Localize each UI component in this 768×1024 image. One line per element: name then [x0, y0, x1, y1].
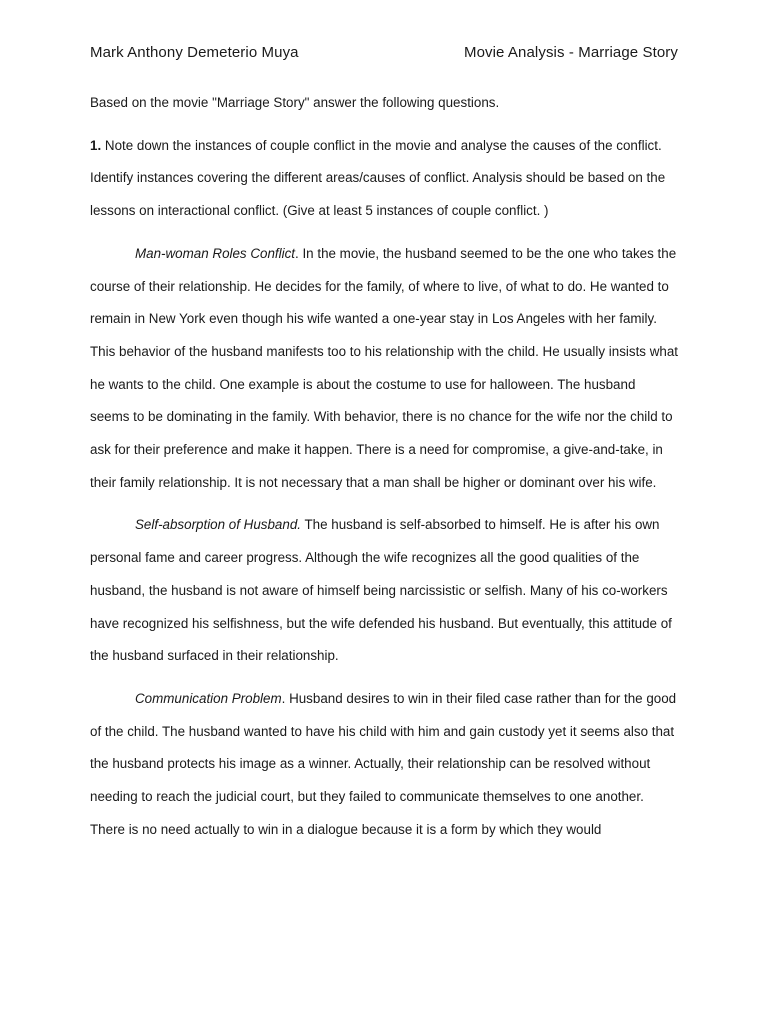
intro-text: Based on the movie "Marriage Story" answer the following questions.	[90, 95, 500, 110]
document-body	[90, 87, 678, 856]
paragraph-heading: Self-absorption of Husband.	[135, 517, 301, 533]
page-header	[90, 44, 678, 66]
question-number: 1.	[90, 137, 102, 153]
author-name: Mark Anthony Demeterio Muya	[90, 44, 299, 61]
paragraph-heading: Communication Problem	[135, 690, 282, 706]
paragraph-man-woman-roles	[90, 238, 678, 500]
paragraph-heading: Man-woman Roles Conflict	[135, 245, 296, 261]
question-text: Note down the instances of couple conflict in the movie and analyse the causes of the conflict. Identify instances covering the different areas/causes of conflict. Analysis should be based on the lessons on interactional conflict. (Give at least 5 instances of couple conflict. )	[90, 137, 666, 219]
document-title: Movie Analysis - Marriage Story	[463, 44, 678, 61]
paragraph-text: . Husband desires to win in their filed case rather than for the good of the child. The husband wanted to have his child with him and gain custody yet it seems also that the husband protects his image as a winner. Actually, their relationship can be resolved without needing to reach the judicial court, but they failed to communicate themselves to one another. There is no need actually to win in a dialogue because it is a form by which they would	[90, 690, 677, 837]
paragraph-text: The husband is self-absorbed to himself. He is after his own personal fame and career progress. Although the wife recognizes all the good qualities of the husband, the husband is not aware of himself being narcissistic or selfish. Many of his co-workers have recognized his selfishness, but the wife defended his husband. But eventually, this attitude of the husband surfaced in their relationship.	[90, 517, 672, 664]
question-1	[90, 130, 678, 228]
paragraph-communication-problem	[90, 683, 678, 847]
paragraph-self-absorption	[90, 509, 678, 673]
paragraph-text: . In the movie, the husband seemed to be the one who takes the course of their relationship. He decides for the family, of where to live, of what to do. He wanted to remain in New York even though his wife wanted a one-year stay in Los Angeles with her family. This behavior of the husband manifests too to his relationship with the child. He usually insists what he wants to the child. One example is about the costume to use for halloween. The husband seems to be dominating in the family. With behavior, there is no chance for the wife nor the child to ask for their preference and make it happen. There is a need for compromise, a give-and-take, in their family relationship. It is not necessary that a man shall be higher or dominant over his wife.	[90, 245, 679, 490]
